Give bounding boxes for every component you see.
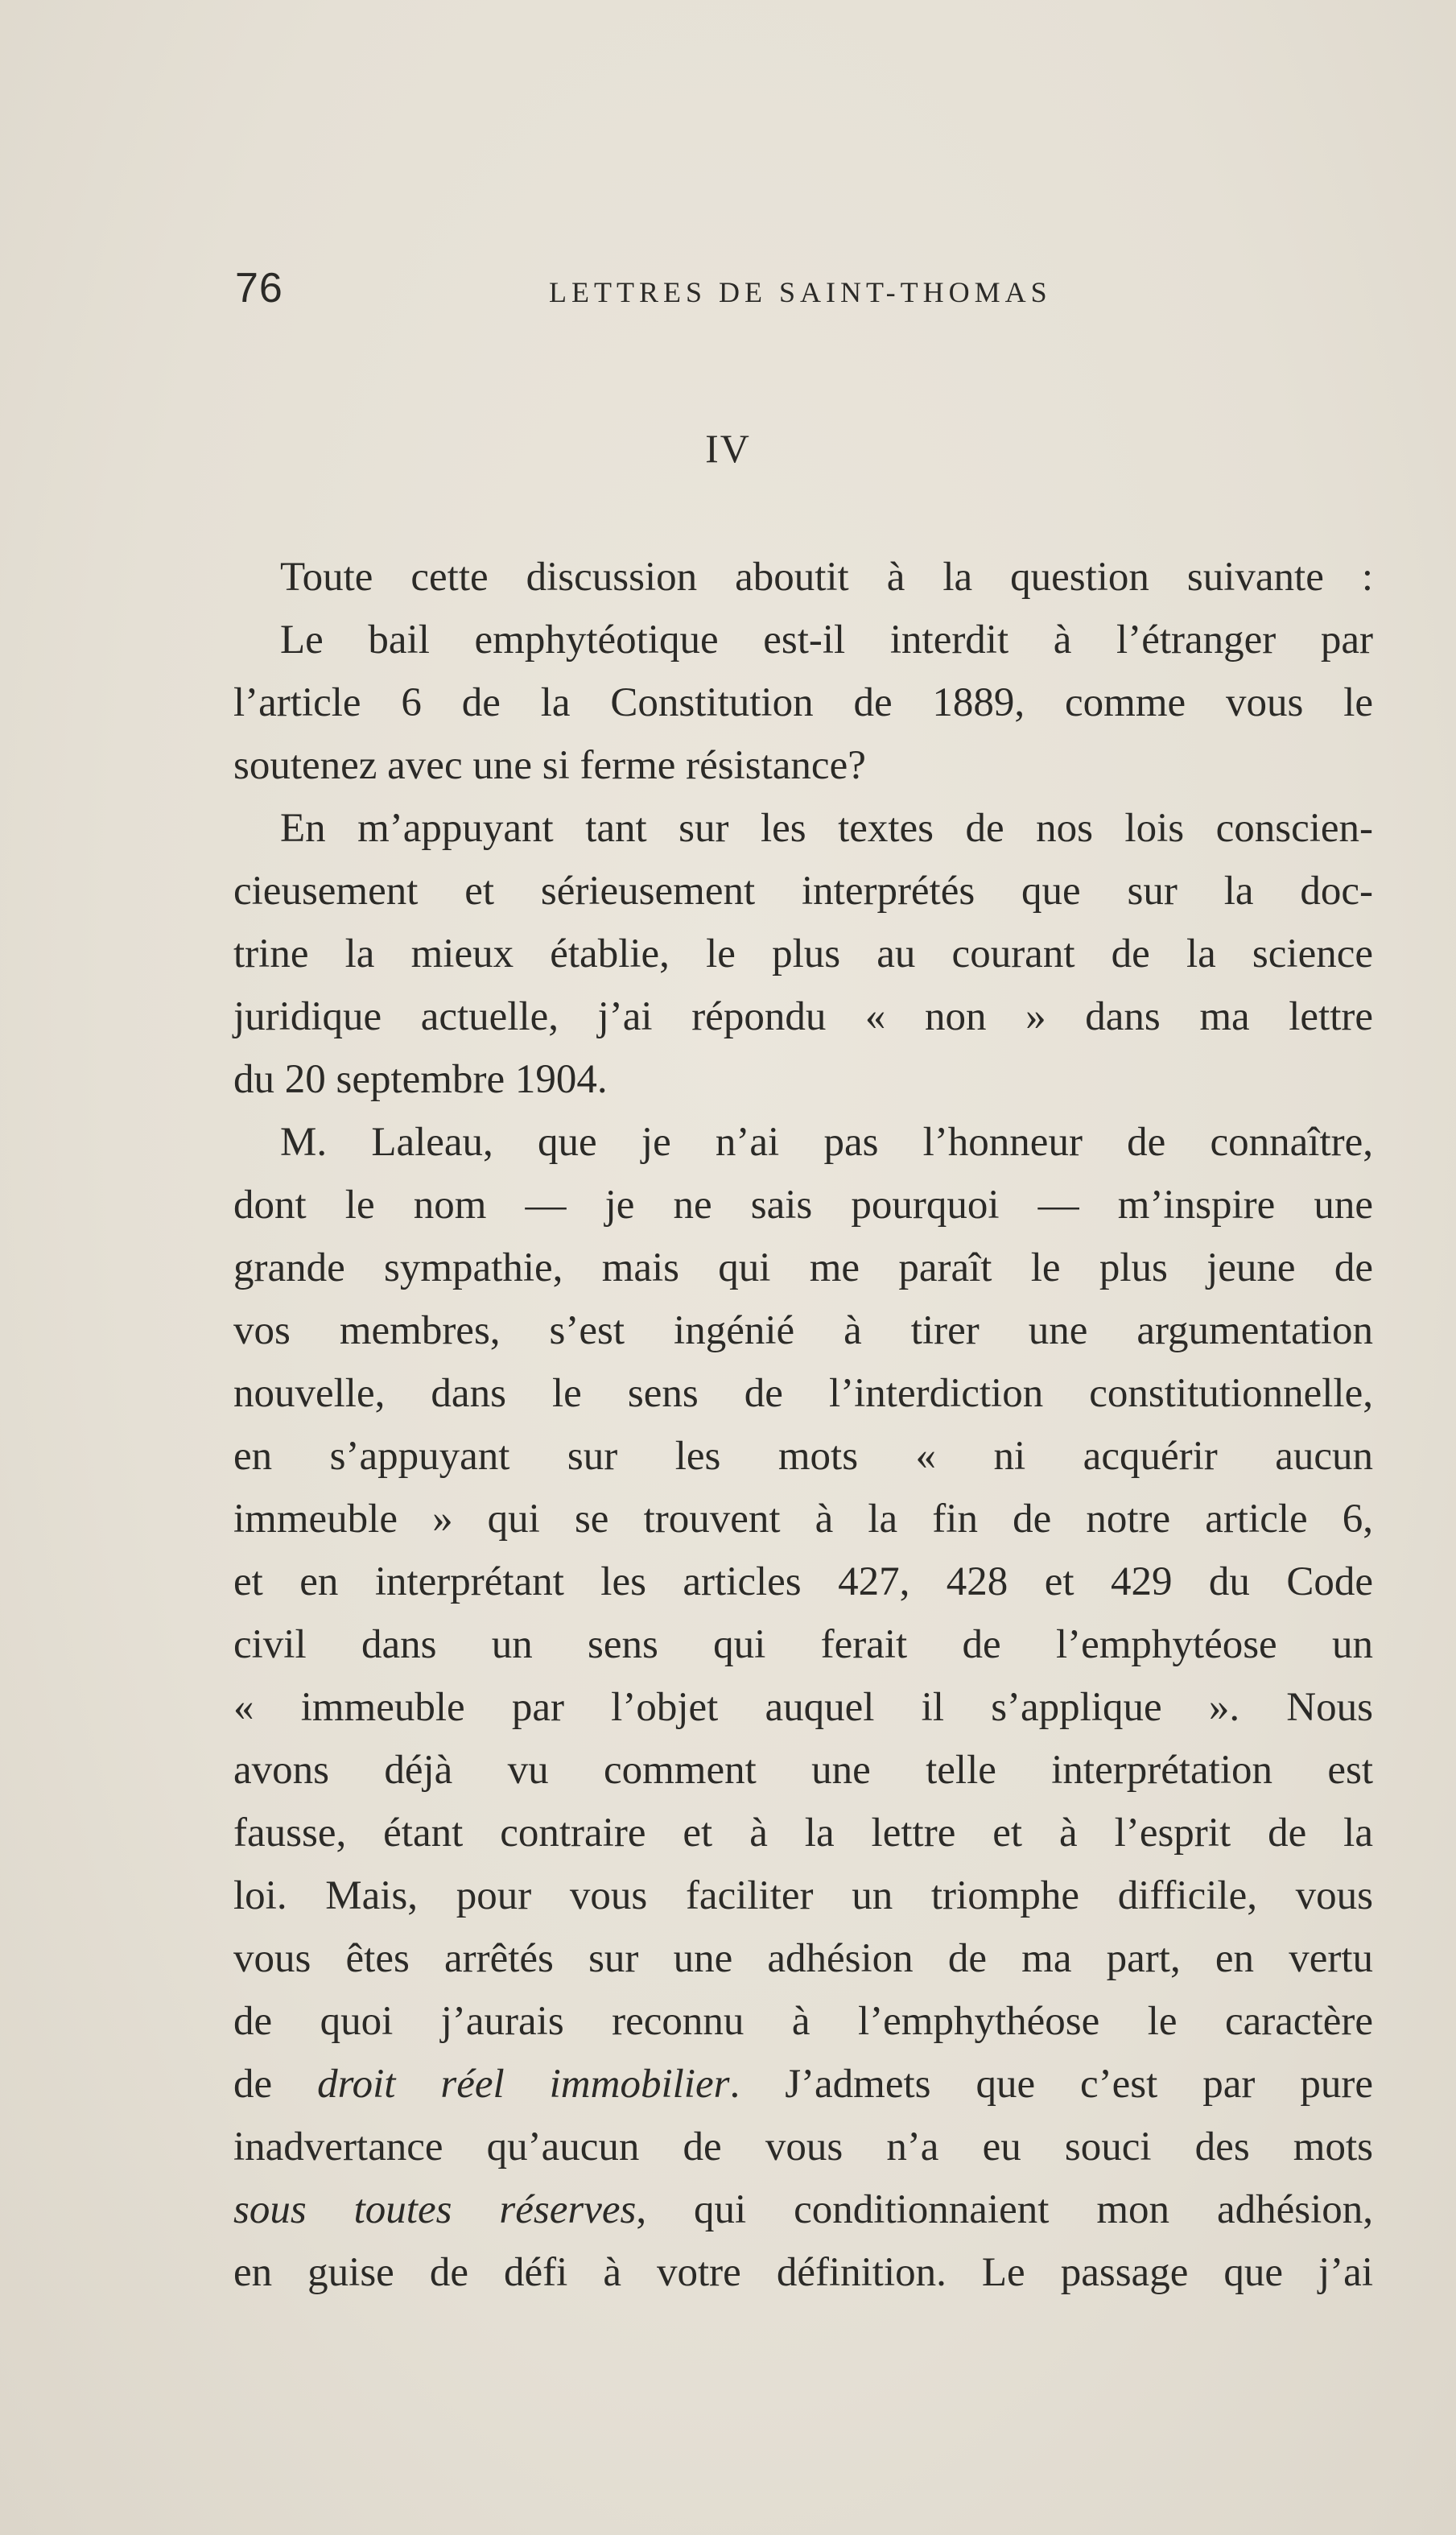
- page-number: 76: [235, 265, 283, 312]
- text-line: et en interprétant les articles 427, 428 et 429 du Code: [233, 1559, 1373, 1604]
- text-line: de quoi j’aurais reconnu à l’emphythéose le caractère: [233, 1999, 1373, 2044]
- text-line: nouvelle, dans le sens de l’interdiction constitutionnelle,: [233, 1371, 1373, 1416]
- text-line: juridique actuelle, j’ai répondu « non » dans ma lettre: [233, 994, 1373, 1039]
- body-text: [233, 546, 1373, 2304]
- text-line: grande sympathie, mais qui me paraît le plus jeune de: [233, 1245, 1373, 1290]
- italic-phrase: sous toutes réserves: [233, 2187, 637, 2232]
- text-line: vous êtes arrêtés sur une adhésion de ma part, en vertu: [233, 1936, 1373, 1981]
- section-heading: IV: [705, 426, 751, 471]
- text-line: inadvertance qu’aucun de vous n’a eu souci des mots: [233, 2124, 1373, 2170]
- text-line: Le bail emphytéotique est-il interdit à l’étranger par: [280, 617, 1373, 663]
- text-line: en guise de défi à votre définition. Le passage que j’ai: [233, 2250, 1373, 2295]
- text-line: dont le nom — je ne sais pourquoi — m’inspire une: [233, 1183, 1373, 1228]
- text-line: Toute cette discussion aboutit à la question suivante :: [280, 555, 1373, 600]
- text-line: avons déjà vu comment une telle interprétation est: [233, 1748, 1373, 1793]
- text-line: [233, 2053, 1373, 2116]
- running-title: LETTRES DE SAINT-THOMAS: [549, 276, 1052, 308]
- text-line: du 20 septembre 1904.: [233, 1057, 608, 1102]
- running-head: [235, 264, 1088, 312]
- text-line: immeuble » qui se trouvent à la fin de notre article 6,: [233, 1497, 1373, 1542]
- text-line: l’article 6 de la Constitution de 1889, comme vous le: [233, 680, 1373, 725]
- text-line: cieusement et sérieusement interprétés que sur la doc-: [233, 869, 1373, 914]
- text-line: « immeuble par l’objet auquel il s’applique ». Nous: [233, 1685, 1373, 1730]
- text-line: en s’appuyant sur les mots « ni acquérir aucun: [233, 1434, 1373, 1479]
- text-line-segment: , qui conditionnaient mon adhésion,: [636, 2187, 1373, 2232]
- text-line: fausse, étant contraire et à la lettre et à l’esprit de la: [233, 1810, 1373, 1856]
- italic-phrase: droit réel immobilier: [317, 2062, 730, 2107]
- text-line-segment: de: [233, 2062, 318, 2107]
- text-line: soutenez avec une si ferme résistance?: [233, 743, 866, 788]
- text-line: vos membres, s’est ingénié à tirer une argumentation: [233, 1308, 1373, 1353]
- text-line-segment: . J’admets que c’est par pure: [729, 2062, 1374, 2107]
- text-line: [233, 2178, 1373, 2241]
- text-line: En m’appuyant tant sur les textes de nos lois conscien-: [280, 806, 1373, 851]
- text-line: civil dans un sens qui ferait de l’emphytéose un: [233, 1622, 1373, 1667]
- text-line: M. Laleau, que je n’ai pas l’honneur de connaître,: [280, 1120, 1373, 1165]
- text-line: trine la mieux établie, le plus au courant de la science: [233, 931, 1373, 976]
- text-line: loi. Mais, pour vous faciliter un triomphe difficile, vous: [233, 1873, 1373, 1918]
